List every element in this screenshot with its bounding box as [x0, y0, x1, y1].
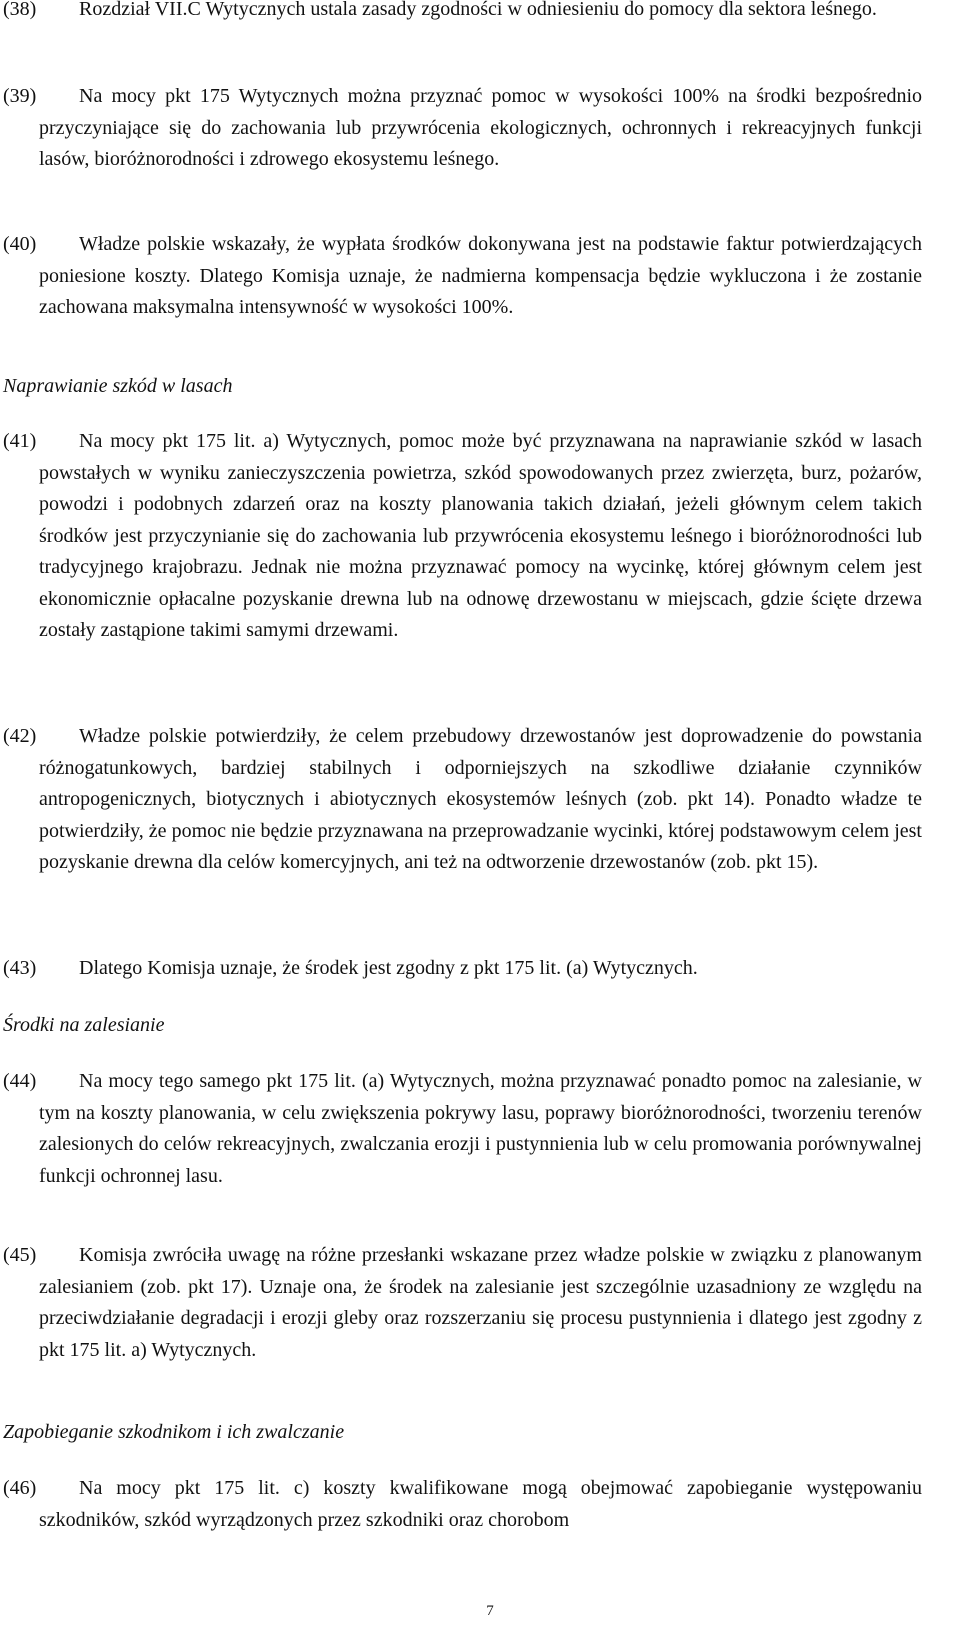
paragraph-40 [0, 229, 922, 324]
paragraph-43 [0, 953, 922, 985]
paragraph-text: Władze polskie potwierdziły, że celem przebudowy drzewostanów jest doprowadzenie do powstania różnogatunkowych, bardziej stabilnych i odporniejszych na szkodliwe działanie czynników antropogenicznych, biotycznych i abiotycznych ekosystemów leśnych (zob. pkt 14). Ponadto władze te potwierdziły, że pomoc nie będzie przyznawana na przeprowadzanie wycinki, której podstawowym celem jest pozyskanie drewna dla celów komercyjnych, ani też na odtworzenie drzewostanów (zob. pkt 15). [39, 725, 922, 873]
paragraph-38 [0, 0, 922, 26]
paragraph-41 [0, 426, 922, 647]
page-number: 7 [486, 1603, 494, 1619]
paragraph-text: Rozdział VII.C Wytycznych ustala zasady zgodności w odniesieniu do pomocy dla sektora leśnego. [79, 0, 877, 20]
paragraph-39 [0, 81, 922, 176]
paragraph-44 [0, 1066, 922, 1192]
paragraph-text: Komisja zwróciła uwagę na różne przesłanki wskazane przez władze polskie w związku z planowanym zalesianiem (zob. pkt 17). Uznaje ona, że środek na zalesianie jest szczególnie uzasadniony ze względu na przeciwdziałanie degradacji i erozji gleby oraz rozszerzaniu się procesu pustynnienia i dlatego jest zgodny z pkt 175 lit. a) Wytycznych. [39, 1244, 922, 1361]
paragraph-number: (38) [3, 0, 37, 20]
paragraph-text: Władze polskie wskazały, że wypłata środków dokonywana jest na podstawie faktur potwierdzających poniesione koszty. Dlatego Komisja uznaje, że nadmierna kompensacja będzie wykluczona i że zostanie zachowana maksymalna intensywność w wysokości 100%. [39, 233, 922, 318]
section-heading-naprawianie: Naprawianie szkód w lasach [3, 375, 233, 397]
paragraph-number: (40) [3, 233, 37, 255]
paragraph-text: Na mocy pkt 175 lit. a) Wytycznych, pomoc może być przyznawana na naprawianie szkód w lasach powstałych w wyniku zanieczyszczenia powietrza, szkód spowodowanych przez zwierzęta, burz, pożarów, powodzi i podobnych zdarzeń oraz na koszty planowania takich działań, jeżeli głównym celem takich środków jest przyczynianie się do zachowania lub przywrócenia ekosystemu leśnego i bioróżnorodności lub tradycyjnego krajobrazu. Jednak nie można przyznawać pomocy na wycinkę, której głównym celem jest ekonomicznie opłacalne pozyskanie drewna lub na odnowę drzewostanu w miejscach, gdzie ścięte drzewa zostały zastąpione takimi samymi drzewami. [39, 430, 922, 641]
paragraph-42 [0, 721, 922, 879]
paragraph-text: Dlatego Komisja uznaje, że środek jest zgodny z pkt 175 lit. (a) Wytycznych. [79, 957, 698, 979]
paragraph-number: (39) [3, 85, 37, 107]
paragraph-text: Na mocy pkt 175 lit. c) koszty kwalifikowane mogą obejmować zapobieganie występowaniu szkodników, szkód wyrządzonych przez szkodniki oraz chorobom [39, 1477, 922, 1531]
paragraph-number: (46) [3, 1477, 37, 1499]
section-heading-zapobieganie: Zapobieganie szkodnikom i ich zwalczanie [3, 1421, 345, 1443]
paragraph-number: (43) [3, 957, 37, 979]
paragraph-number: (41) [3, 430, 37, 452]
paragraph-number: (45) [3, 1244, 37, 1266]
paragraph-number: (44) [3, 1070, 37, 1092]
paragraph-45 [0, 1240, 922, 1366]
paragraph-text: Na mocy pkt 175 Wytycznych można przyznać pomoc w wysokości 100% na środki bezpośrednio przyczyniające się do zachowania lub przywrócenia ekologicznych, ochronnych i rekreacyjnych funkcji lasów, bioróżnorodności i zdrowego ekosystemu leśnego. [39, 85, 922, 170]
section-heading-zalesianie: Środki na zalesianie [3, 1014, 165, 1036]
paragraph-text: Na mocy tego samego pkt 175 lit. (a) Wytycznych, można przyznawać ponadto pomoc na zalesianie, w tym na koszty planowania, w celu zwiększenia pokrywy lasu, poprawy bioróżnorodności, tworzeniu terenów zalesionych do celów rekreacyjnych, zwalczania erozji i pustynnienia lub w celu promowania porównywalnej funkcji ochronnej lasu. [39, 1070, 922, 1187]
paragraph-number: (42) [3, 725, 37, 747]
paragraph-46 [0, 1473, 922, 1536]
